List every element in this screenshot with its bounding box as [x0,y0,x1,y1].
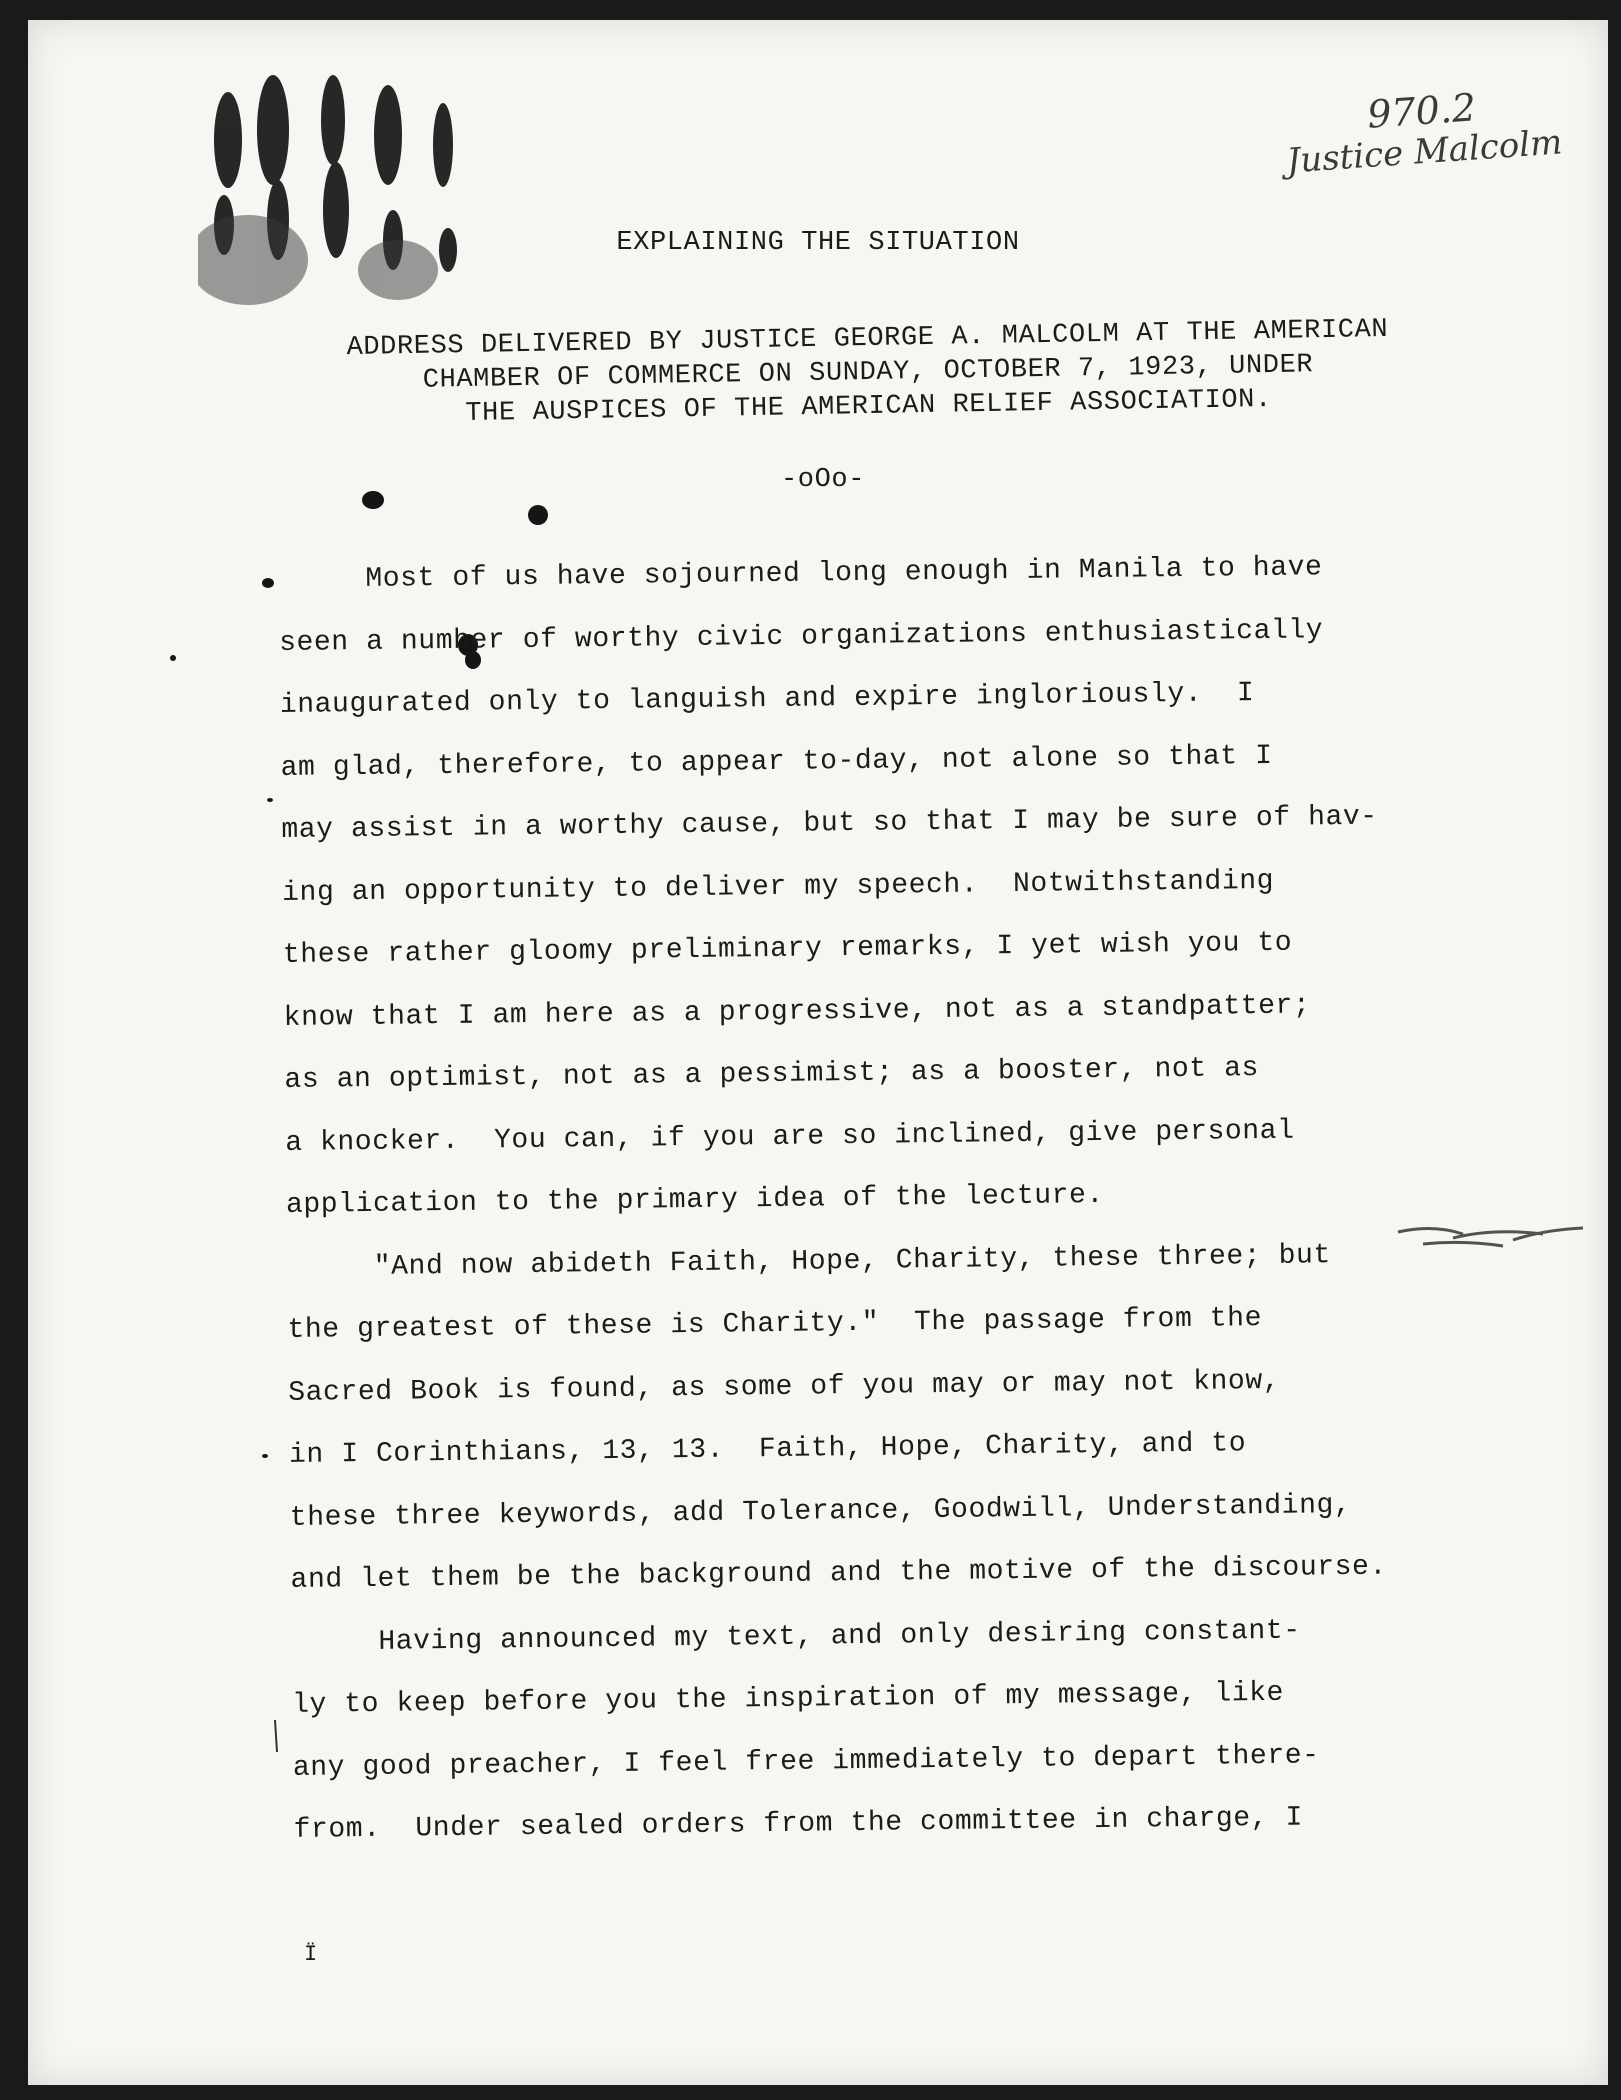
body-line: application to the primary idea of the lecture. [285,1179,1105,1221]
body-line: may assist in a worthy cause, but so that I may be sure of hav- [281,801,1378,846]
body-line: seen a number of worthy civic organizations enthusiastically [278,614,1324,659]
handwritten-name: Justice Malcolm [1285,122,1564,182]
document-title: EXPLAINING THE SITUATION [616,228,1020,258]
section-separator: -oOo- [780,465,865,495]
body-line: a knocker. You can, if you are so inclined, give personal [285,1115,1295,1159]
body-line: in I Corinthians, 13, 13. Faith, Hope, Charity, and to [288,1428,1247,1471]
body-line: Most of us have sojourned long enough in Manila to have [278,552,1323,596]
body-line: these rather gloomy preliminary remarks, I yet wish you to [282,927,1293,971]
body-line: ing an opportunity to deliver my speech. Notwithstanding [282,865,1275,909]
body-line: and let them be the background and the motive of the discourse. [290,1551,1388,1596]
document-page [28,20,1608,2085]
body-line: "And now abideth Faith, Hope, Charity, these three; but [286,1239,1332,1284]
body-line: Having announced my text, and only desiring constant- [291,1615,1301,1659]
body-line: inaugurated only to languish and expire ingloriously. I [279,678,1255,721]
body-line: Sacred Book is found, as some of you may or may not know, [288,1365,1281,1409]
body-line: as an optimist, not as a pessimist; as a booster, not as [284,1053,1260,1096]
body-line: know that I am here as a progressive, not as a standpatter; [283,989,1311,1034]
body-line: ly to keep before you the inspiration of my message, like [291,1677,1285,1721]
document-subtitle: ADDRESS DELIVERED BY JUSTICE GEORGE A. MALCOLM AT THE AMERICAN CHAMBER OF COMMERCE ON SUNDAY, OCTOBER 7, 1923, UNDER THE AUSPICES OF THE AMERICAN RELIEF ASSOCIATION. [346,314,1389,430]
page-mark: Ï [304,1942,318,1967]
body-line: from. Under sealed orders from the committee in charge, I [293,1802,1304,1846]
body-text [278,535,1534,1863]
body-line: the greatest of these is Charity." The passage from the [287,1303,1263,1346]
body-line: any good preacher, I feel free immediately to depart there- [292,1739,1320,1784]
body-line: these three keywords, add Tolerance, Goodwill, Understanding, [289,1489,1352,1534]
body-line: am glad, therefore, to appear to-day, not alone so that I [280,740,1273,784]
handwritten-number: 970.2 [1365,85,1478,137]
